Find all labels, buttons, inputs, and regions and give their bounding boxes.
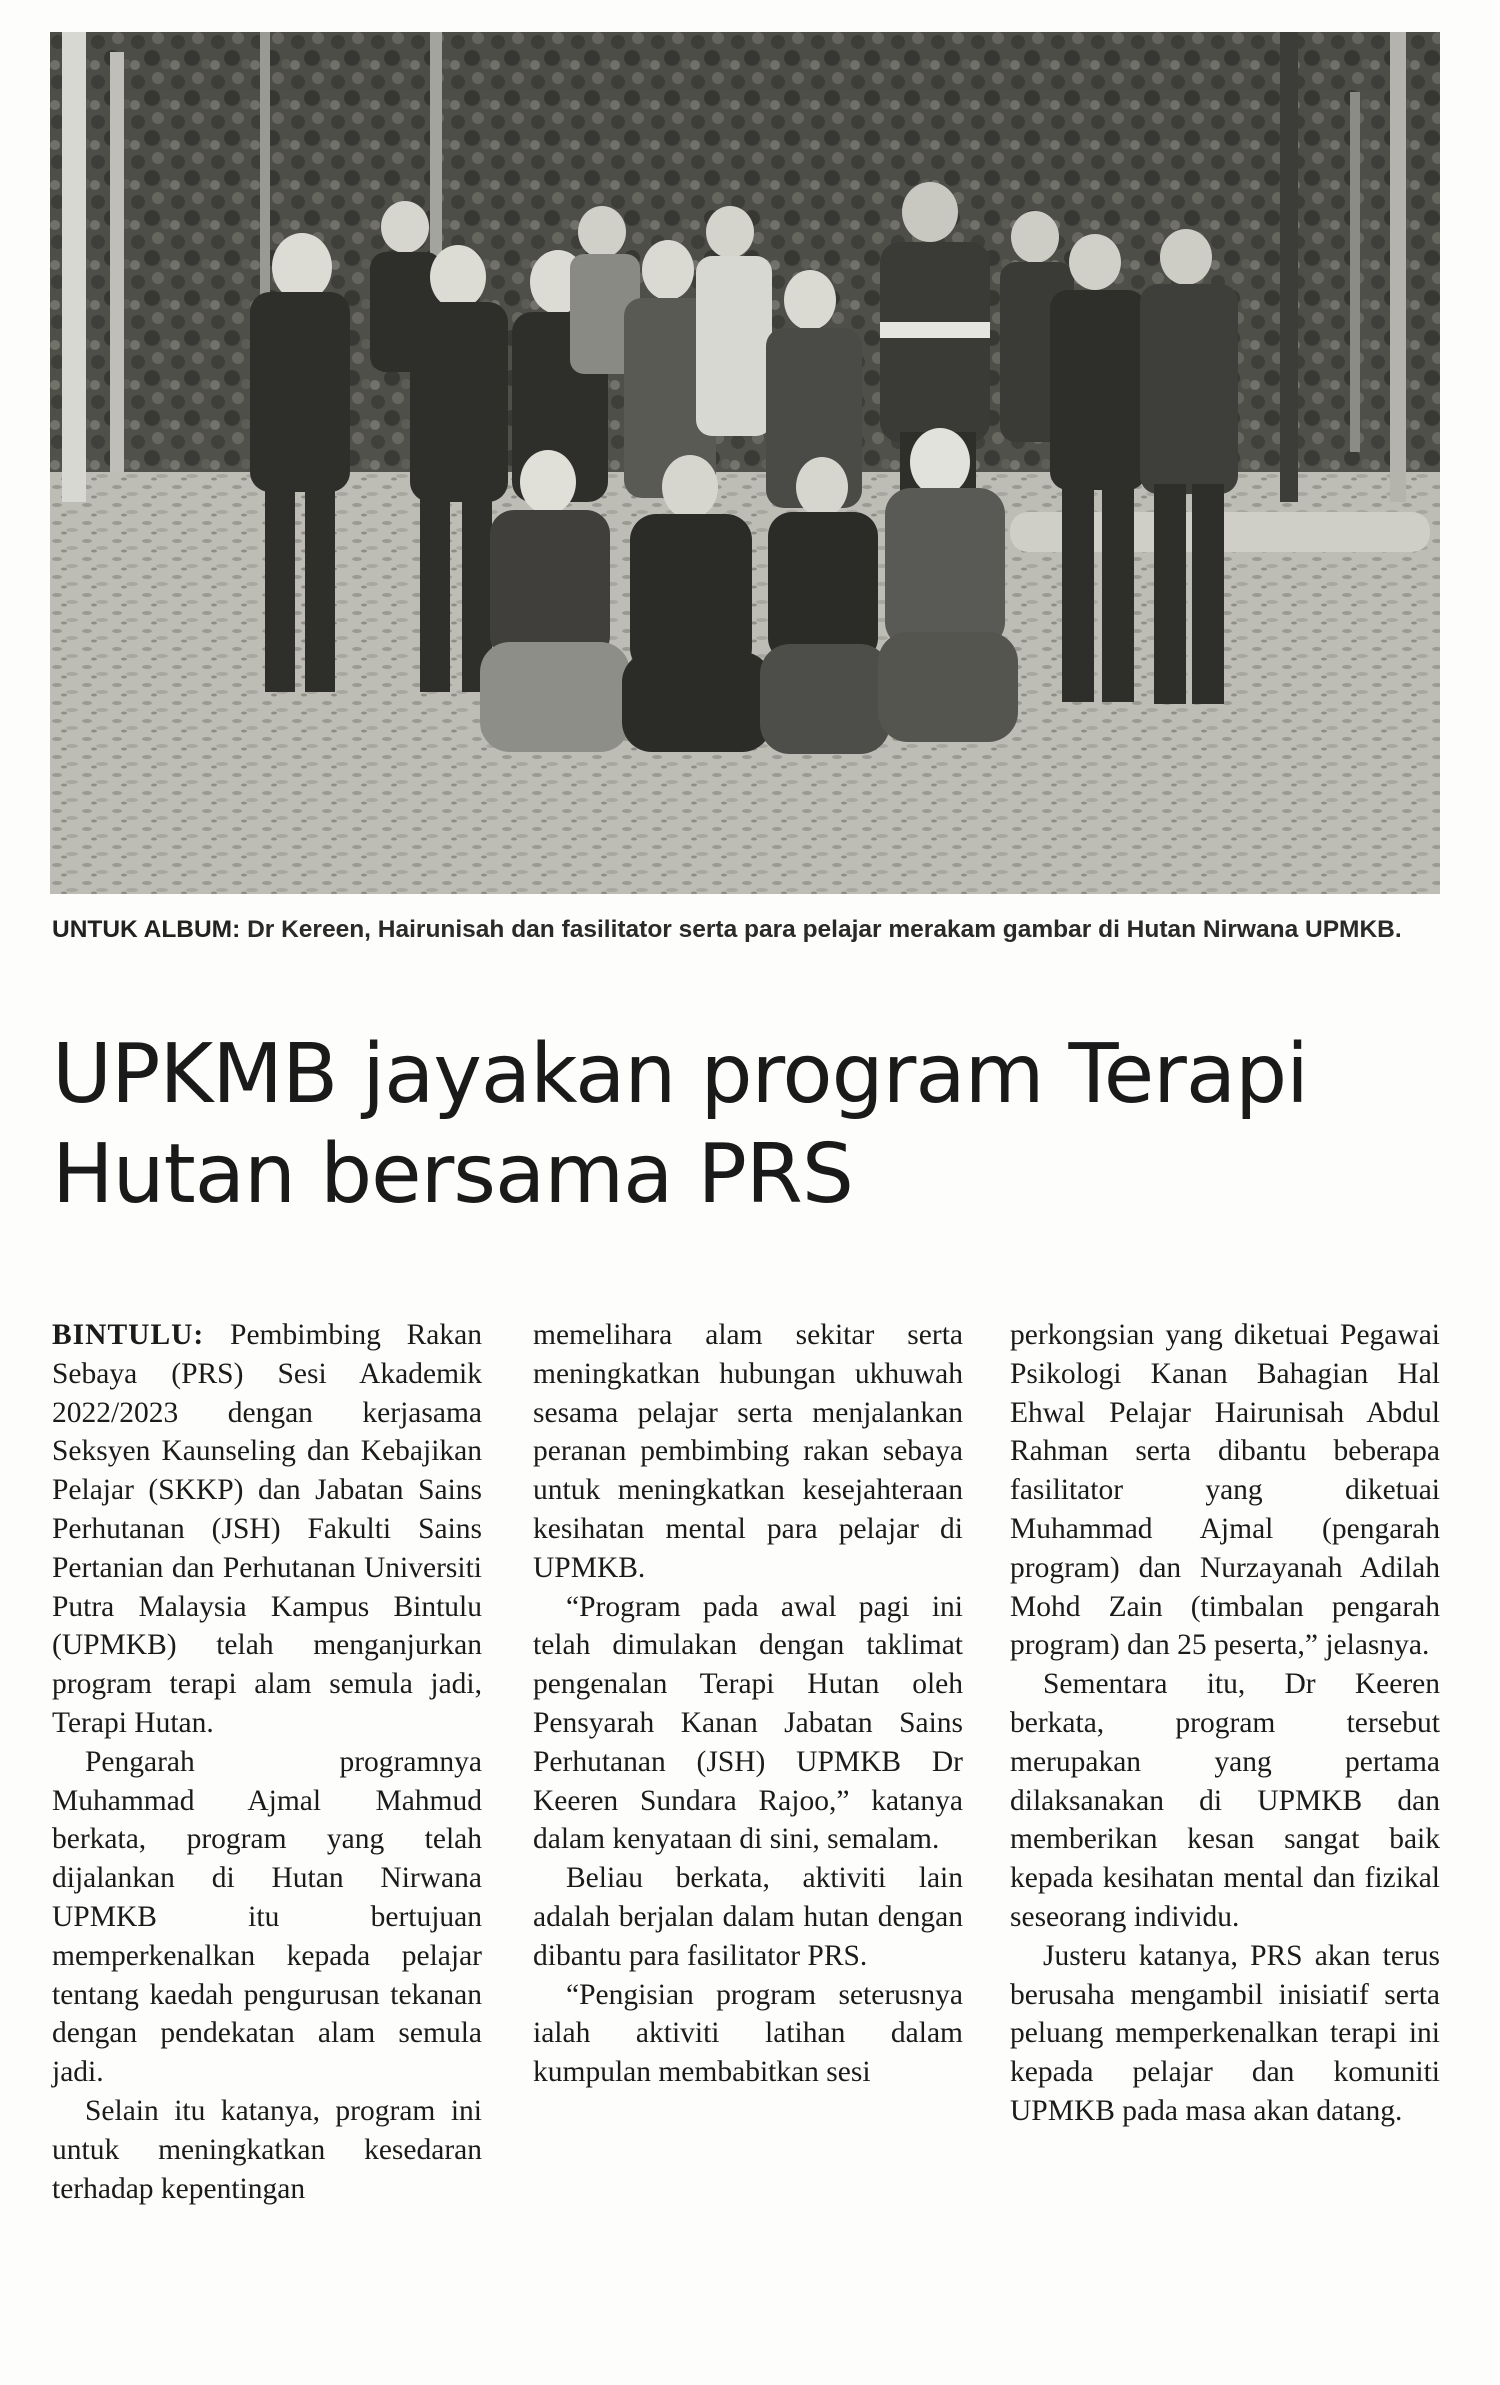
- group-photo: [50, 32, 1440, 894]
- group-photo-icon: [50, 32, 1440, 894]
- paragraph: Sementara itu, Dr Keeren berkata, program tersebut merupakan yang pertama dilaksanakan di UPMKB dan memberikan kesan sangat baik kepada kesihatan mental dan fizikal seseorang individu.: [1010, 1668, 1440, 1933]
- paragraph: Pengarah programnya Muhammad Ajmal Mahmud berkata, program yang telah dijalankan di Hutan Nirwana UPMKB itu bertujuan memperkenalkan kepada pelajar tentang kaedah pengurusan tekanan dengan pendekatan alam semula jadi.: [52, 1745, 482, 2089]
- paragraph: Selain itu katanya, program ini untuk meningkatkan kesedaran terhadap kepentingan: [52, 2094, 482, 2205]
- headline-line-2: Hutan bersama PRS: [52, 1127, 853, 1222]
- article-headline: [52, 1025, 1452, 1225]
- headline-line-1: UPKMB jayakan program Terapi: [52, 1027, 1308, 1122]
- photo-caption: [52, 912, 1440, 948]
- paragraph: [52, 1316, 482, 1743]
- paragraph: Beliau berkata, aktiviti lain adalah berjalan dalam hutan dengan dibantu para fasilitator PRS.: [533, 1862, 963, 1972]
- caption-label: UNTUK ALBUM:: [52, 916, 241, 943]
- paragraph-text: Pembimbing Rakan Sebaya (PRS) Sesi Akademik 2022/2023 dengan kerjasama Seksyen Kaunseling dan Kebajikan Pelajar (SKKP) dan Jabatan Sains Perhutanan (JSH) Fakulti Sains Pertanian dan Perhutanan Universiti Putra Malaysia Kampus Bintulu (UPMKB) telah menganjurkan program terapi alam semula jadi, Terapi Hutan.: [52, 1319, 482, 1739]
- article-column-3: [1010, 1316, 1440, 2131]
- paragraph: memelihara alam sekitar serta meningkatkan hubungan ukhuwah sesama pelajar serta menjalankan peranan pembimbing rakan sebaya untuk meningkatkan kesejahteraan kesihatan mental para pelajar di UPMKB.: [533, 1319, 963, 1584]
- dateline: BINTULU:: [52, 1319, 205, 1351]
- paragraph: “Pengisian program seterusnya ialah aktiviti latihan dalam kumpulan membabitkan sesi: [533, 1978, 963, 2089]
- paragraph: perkongsian yang diketuai Pegawai Psikologi Kanan Bahagian Hal Ehwal Pelajar Hairunisah Abdul Rahman serta dibantu beberapa fasilitator yang diketuai Muhammad Ajmal (pengarah program) dan Nurzayanah Adilah Mohd Zain (timbalan pengarah program) dan 25 peserta,” jelasnya.: [1010, 1319, 1440, 1662]
- article-column-1: [52, 1316, 482, 2208]
- article-column-2: [533, 1316, 963, 2092]
- paragraph: “Program pada awal pagi ini telah dimulakan dengan taklimat pengenalan Terapi Hutan oleh Pensyarah Kanan Jabatan Sains Perhutanan (JSH) UPMKB Dr Keeren Sundara Rajoo,” katanya dalam kenyataan di sini, semalam.: [533, 1590, 963, 1856]
- paragraph: Justeru katanya, PRS akan terus berusaha mengambil inisiatif serta peluang memperkenalkan terapi ini kepada pelajar dan komuniti UPMKB pada masa akan datang.: [1010, 1939, 1440, 2127]
- caption-text: Dr Kereen, Hairunisah dan fasilitator serta para pelajar merakam gambar di Hutan Nirwana UPMKB.: [247, 916, 1402, 943]
